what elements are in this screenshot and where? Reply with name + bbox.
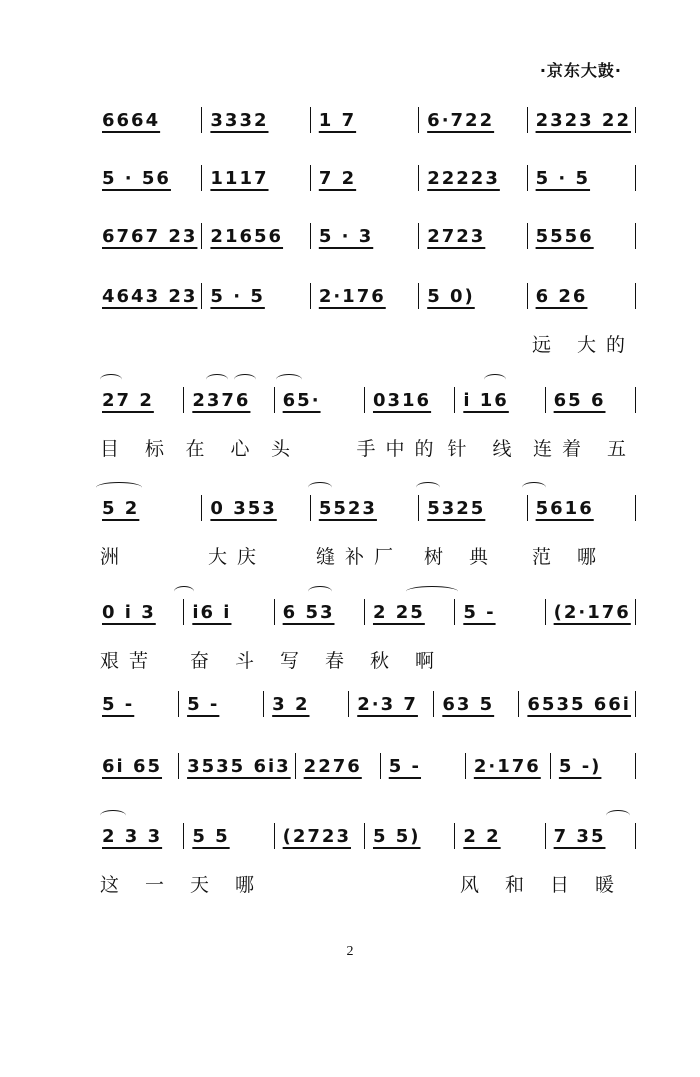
measure-notes: 6·722 — [427, 109, 495, 131]
measure-notes: 1 7 — [318, 109, 357, 131]
measure — [178, 753, 295, 779]
measure — [550, 753, 636, 779]
measure — [418, 107, 526, 133]
lyric-segment: 洲 — [100, 546, 130, 568]
measure-notes: 5 2 — [102, 497, 140, 519]
slur-mark — [606, 810, 630, 821]
measure — [527, 165, 636, 191]
measure-notes: i6 i — [192, 601, 232, 623]
page-number: 2 — [346, 944, 354, 959]
lyric-segment: 手中的 — [356, 438, 444, 460]
notation-line — [96, 598, 636, 626]
lyric-segment — [312, 330, 420, 356]
measure — [465, 753, 550, 779]
measure — [96, 691, 178, 717]
measure — [201, 107, 309, 133]
measure — [380, 753, 465, 779]
measure-notes: 63 5 — [442, 693, 495, 715]
lyrics-line — [96, 330, 636, 356]
measure-notes: 0316 — [372, 389, 432, 411]
measure — [201, 223, 309, 249]
measure-notes: (2·176 — [553, 601, 631, 623]
lyrics-line — [96, 542, 636, 568]
slur-mark — [308, 586, 332, 597]
lyrics-line — [96, 434, 636, 460]
measure-notes: (2723 — [282, 825, 351, 847]
measure — [348, 691, 433, 717]
lyrics-line — [96, 646, 636, 672]
notation-line — [96, 222, 636, 250]
measure — [310, 495, 418, 521]
notation-line — [96, 164, 636, 192]
measure-notes: 5556 — [535, 225, 594, 247]
lyric-segment: 针 线 — [447, 438, 522, 460]
measure-notes: 6 26 — [535, 285, 588, 307]
measure — [454, 599, 544, 625]
measure-notes: 5 · 3 — [318, 225, 374, 247]
measure-notes: 5 · 5 — [535, 167, 591, 189]
slur-mark — [276, 374, 302, 385]
measure — [96, 387, 183, 413]
measure-notes: 5 5) — [372, 825, 421, 847]
lyric-segment: 头 — [270, 438, 300, 460]
measure — [527, 223, 636, 249]
measure-notes: 5 - — [187, 693, 220, 715]
slur-mark — [484, 374, 506, 385]
measure-notes: 6767 23 — [102, 225, 198, 247]
measure — [364, 387, 454, 413]
measure — [527, 495, 636, 521]
measure-notes: 5 - — [388, 755, 422, 777]
measure — [364, 599, 454, 625]
measure-notes: 7 35 — [553, 825, 606, 847]
measure-notes: 6664 — [102, 109, 161, 131]
measure-notes: 0 i 3 — [102, 601, 156, 623]
measure-notes: 3 2 — [272, 693, 310, 715]
measure-notes: 27 2 — [102, 389, 154, 411]
measure — [418, 223, 526, 249]
measure — [310, 223, 418, 249]
measure — [183, 599, 273, 625]
lyric-segment: 艰苦 — [100, 650, 159, 672]
measure-notes: 7 2 — [318, 167, 357, 189]
measure — [418, 283, 526, 309]
measure-notes: 5 - — [102, 693, 135, 715]
measure-notes: 2376 — [192, 389, 251, 411]
notation-line — [96, 282, 636, 310]
slur-mark — [522, 482, 546, 493]
lyric-segment: 日 暖 — [550, 874, 625, 896]
slur-mark — [308, 482, 332, 493]
measure-notes: 6 53 — [282, 601, 335, 623]
measure-notes: 0 353 — [210, 497, 277, 519]
measure — [178, 691, 263, 717]
measure-notes: 5523 — [318, 497, 377, 519]
lyric-segment — [276, 870, 366, 896]
music-system — [96, 598, 636, 672]
measure — [518, 691, 636, 717]
measure — [96, 223, 201, 249]
notation-line — [96, 690, 636, 718]
lyric-segment: 目 标 — [100, 438, 175, 460]
lyric-segment: 写 春 — [280, 650, 355, 672]
measure-notes: 6535 66i — [527, 693, 631, 715]
measure — [433, 691, 518, 717]
measure — [201, 283, 309, 309]
measure-notes: 2·3 7 — [357, 693, 418, 715]
measure-notes: 5 · 56 — [102, 167, 171, 189]
measure — [545, 387, 636, 413]
measure — [183, 823, 273, 849]
measure-notes: i 16 — [463, 389, 509, 411]
lyric-segment — [456, 646, 546, 672]
measure — [310, 165, 418, 191]
measure — [263, 691, 348, 717]
measure-notes: 2723 — [427, 225, 486, 247]
lyric-segment — [204, 330, 312, 356]
lyric-segment: 大庆 — [208, 546, 267, 568]
measure-notes: 3535 6i3 — [187, 755, 291, 777]
measure — [295, 753, 380, 779]
measure-notes: 2·176 — [318, 285, 386, 307]
measure — [545, 599, 636, 625]
measure — [274, 599, 364, 625]
measure — [96, 823, 183, 849]
measure-notes: 4643 23 — [102, 285, 198, 307]
lyric-segment: 缝补厂 — [316, 546, 404, 568]
measure — [96, 165, 201, 191]
measure-notes: 3332 — [210, 109, 269, 131]
measure — [96, 283, 201, 309]
measure-notes: 5 5 — [192, 825, 230, 847]
measure — [274, 823, 364, 849]
music-system — [96, 822, 636, 896]
slur-mark — [234, 374, 256, 385]
measure — [183, 387, 273, 413]
measure-notes: 5 -) — [558, 755, 602, 777]
lyric-segment — [546, 646, 636, 672]
measure — [454, 387, 544, 413]
music-system — [96, 222, 636, 250]
music-system — [96, 752, 636, 780]
lyric-segment: 奋 斗 — [190, 650, 265, 672]
measure-notes: 2 2 — [463, 825, 501, 847]
lyric-segment: 树 典 — [424, 546, 499, 568]
measure — [274, 387, 364, 413]
measure — [454, 823, 544, 849]
measure-notes: 2·176 — [473, 755, 541, 777]
measure — [96, 753, 178, 779]
notation-line — [96, 752, 636, 780]
lyric-segment: 风 和 — [460, 874, 535, 896]
measure — [418, 495, 526, 521]
lyric-segment: 这 一 — [100, 874, 175, 896]
notation-line — [96, 386, 636, 414]
measure — [201, 165, 309, 191]
music-system — [96, 386, 636, 460]
measure-notes: 2 25 — [372, 601, 425, 623]
lyric-segment: 连着 五 — [532, 438, 636, 460]
lyric-segment — [420, 330, 528, 356]
notation-line — [96, 106, 636, 134]
measure-notes: 2276 — [303, 755, 362, 777]
measure — [201, 495, 309, 521]
measure-notes: 22223 — [427, 167, 500, 189]
measure-notes: 5 · 5 — [210, 285, 265, 307]
measure — [96, 495, 201, 521]
measure-notes: 1117 — [210, 167, 269, 189]
measure-notes: 2 3 3 — [102, 825, 163, 847]
measure-notes: 21656 — [210, 225, 284, 247]
measure — [310, 107, 418, 133]
lyrics-line — [96, 870, 636, 896]
measure-notes: 65 6 — [553, 389, 606, 411]
measure — [418, 165, 526, 191]
notation-line — [96, 494, 636, 522]
measure — [96, 107, 201, 133]
measure — [364, 823, 454, 849]
slur-mark — [416, 482, 440, 493]
lyric-segment: 远 大的 — [532, 334, 636, 356]
lyric-segment — [366, 870, 456, 896]
measure-notes: 5 0) — [427, 285, 475, 307]
music-system — [96, 690, 636, 718]
music-system — [96, 494, 636, 568]
measure-notes: 65· — [282, 389, 321, 411]
measure-notes: 2323 22 — [535, 109, 631, 131]
notation-line — [96, 822, 636, 850]
measure-notes: 5 - — [463, 601, 496, 623]
measure — [96, 599, 183, 625]
piece-title: ·京东大鼓· — [539, 61, 622, 80]
slur-mark — [100, 374, 122, 385]
measure — [527, 107, 636, 133]
measure — [527, 283, 636, 309]
lyric-segment: 在 心 — [185, 438, 260, 460]
slur-mark — [206, 374, 228, 385]
measure — [545, 823, 636, 849]
slur-mark — [100, 810, 126, 821]
slur-mark — [174, 586, 194, 597]
measure-notes: 5325 — [427, 497, 486, 519]
music-system — [96, 282, 636, 356]
measure-notes: 5616 — [535, 497, 594, 519]
lyric-segment: 范 哪 — [532, 546, 607, 568]
measure-notes: 6i 65 — [102, 755, 163, 777]
slur-mark — [406, 586, 458, 597]
lyric-segment: 天 哪 — [190, 874, 265, 896]
music-system — [96, 106, 636, 134]
lyric-segment: 秋 啊 — [370, 650, 445, 672]
music-system — [96, 164, 636, 192]
lyric-segment — [96, 330, 204, 356]
slur-mark — [96, 482, 142, 493]
measure — [310, 283, 418, 309]
